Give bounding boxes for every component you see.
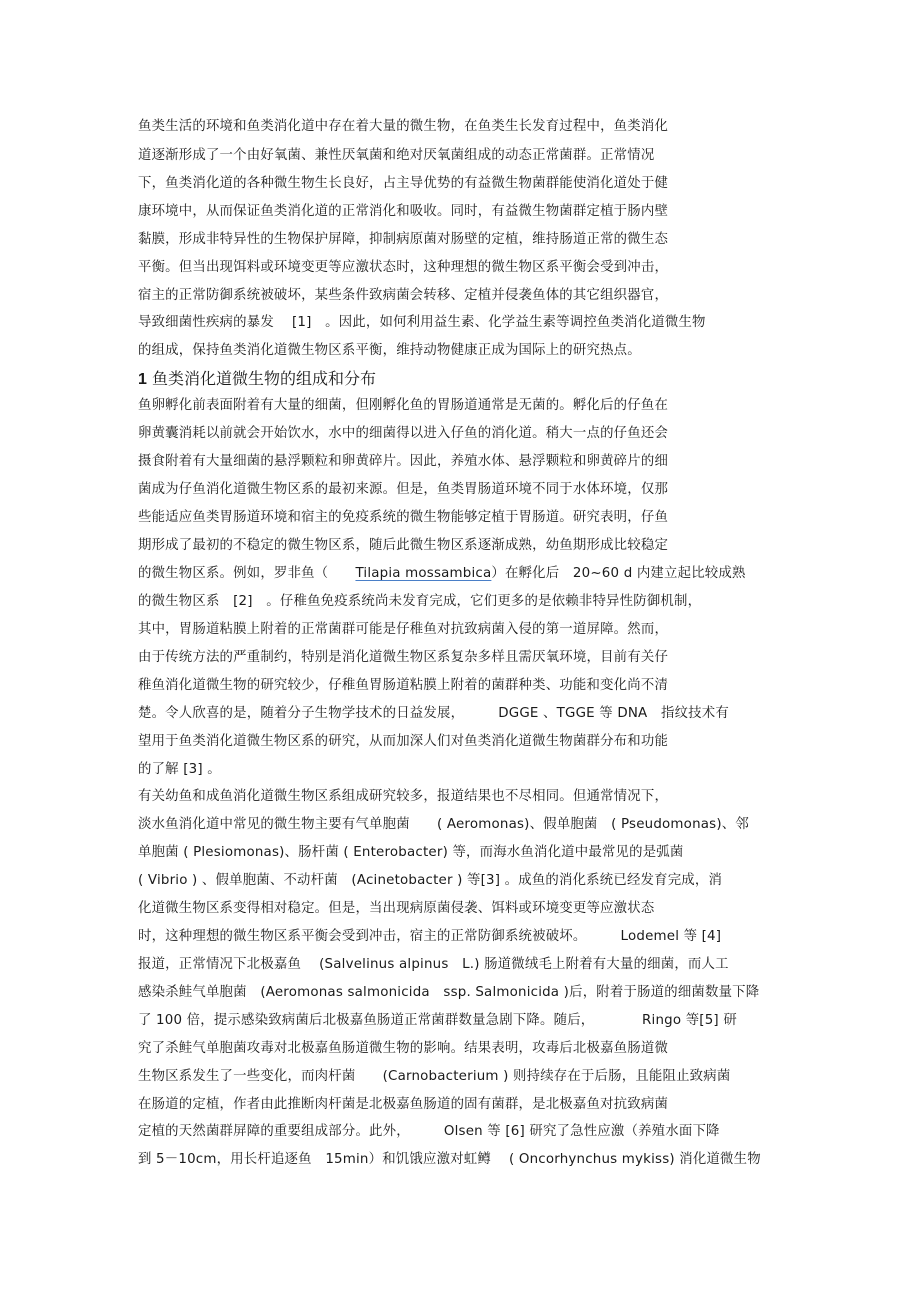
paragraph1-line: 平衡。但当出现饵料或环境变更等应激状态时，这种理想的微生物区系平衡会受到冲击， [138, 260, 669, 275]
text-after-link: ）在孵化后 20~60 d 内建立起比较成熟 [491, 566, 746, 581]
section-title: 鱼类消化道微生物的组成和分布 [152, 369, 377, 388]
paragraph2-line: 摄食附着有大量细菌的悬浮颗粒和卵黄碎片。因此，养殖水体、悬浮颗粒和卵黄碎片的细 [138, 454, 669, 469]
paragraph2-line: 稚鱼消化道微生物的研究较少，仔稚鱼胃肠道粘膜上附着的菌群种类、功能和变化尚不清 [138, 678, 669, 693]
paragraph2-line: 鱼卵孵化前表面附着有大量的细菌，但刚孵化鱼的胃肠道通常是无菌的。孵化后的仔鱼在 [138, 398, 669, 413]
paragraph3-line: 定植的天然菌群屏障的重要组成部分。此外， Olsen 等 [6] 研究了急性应激（养殖水面下降 [138, 1124, 720, 1139]
paragraph3-line: 了 100 倍，提示感染致病菌后北极嘉鱼肠道正常菌群数量急剧下降。随后， Ringo 等[5] 研 [138, 1013, 737, 1028]
paragraph3-line: 究了杀鲑气单胞菌攻毒对北极嘉鱼肠道微生物的影响。结果表明，攻毒后北极嘉鱼肠道微 [138, 1041, 669, 1056]
paragraph3-line: 在肠道的定植，作者由此推断肉杆菌是北极嘉鱼肠道的固有菌群，是北极嘉鱼对抗致病菌 [138, 1097, 669, 1112]
paragraph3-line: 有关幼鱼和成鱼消化道微生物区系组成研究较多，报道结果也不尽相同。但通常情况下， [138, 789, 669, 804]
paragraph3-line: 报道，正常情况下北极嘉鱼 (Salvelinus alpinus L.) 肠道微绒毛上附着有大量的细菌，而人工 [138, 957, 729, 972]
paragraph2-line: 的了解 [3] 。 [138, 762, 221, 777]
paragraph1-line: 的组成，保持鱼类消化道微生物区系平衡，维持动物健康正成为国际上的研究热点。 [138, 343, 641, 358]
paragraph1-line: 宿主的正常防御系统被破坏，某些条件致病菌会转移、定植并侵袭鱼体的其它组织器官， [138, 288, 669, 303]
paragraph1-line: 鱼类生活的环境和鱼类消化道中存在着大量的微生物，在鱼类生长发育过程中，鱼类消化 [138, 119, 669, 134]
paragraph2-line: 由于传统方法的严重制约，特别是消化道微生物区系复杂多样且需厌氧环境，目前有关仔 [138, 650, 669, 665]
paragraph3-line: 淡水鱼消化道中常见的微生物主要有气单胞菌 ( Aeromonas)、假单胞菌 ( Pseudomonas)、邻 [138, 817, 749, 832]
paragraph1-line: 康环境中，从而保证鱼类消化道的正常消化和吸收。同时，有益微生物菌群定植于肠内壁 [138, 204, 669, 219]
paragraph1-line: 下，鱼类消化道的各种微生物生长良好，占主导优势的有益微生物菌群能使消化道处于健 [138, 176, 669, 191]
paragraph3-line: ( Vibrio ) 、假单胞菌、不动杆菌 (Acinetobacter ) 等[3] 。成鱼的消化系统已经发育完成，消 [138, 873, 723, 888]
section-heading [138, 368, 376, 391]
paragraph3-line: 到 5－10cm，用长杆追逐鱼 15min）和饥饿应激对虹鳟 ( Oncorhynchus mykiss) 消化道微生物 [138, 1152, 761, 1167]
section-number: 1 [138, 371, 147, 388]
paragraph2-line: 卵黄囊消耗以前就会开始饮水，水中的细菌得以进入仔鱼的消化道。稍大一点的仔鱼还会 [138, 426, 669, 441]
paragraph1-line: 黏膜，形成非特异性的生物保护屏障，抑制病原菌对肠壁的定植，维持肠道正常的微生态 [138, 232, 669, 247]
paragraph1-line: 导致细菌性疾病的暴发 [1] 。因此，如何利用益生素、化学益生素等调控鱼类消化道微生物 [138, 315, 706, 330]
paragraph1-line: 道逐渐形成了一个由好氧菌、兼性厌氧菌和绝对厌氧菌组成的动态正常菌群。正常情况 [138, 148, 655, 163]
paragraph3-line: 生物区系发生了一些变化，而肉杆菌 (Carnobacterium ) 则持续存在于后肠，且能阻止致病菌 [138, 1069, 731, 1084]
paragraph2-line: 楚。令人欣喜的是，随着分子生物学技术的日益发展， DGGE 、TGGE 等 DNA 指纹技术有 [138, 706, 729, 721]
paragraph2-line: 期形成了最初的不稳定的微生物区系，随后此微生物区系逐渐成熟，幼鱼期形成比较稳定 [138, 538, 669, 553]
paragraph2-line: 的微生物区系 [2] 。仔稚鱼免疫系统尚未发育完成，它们更多的是依赖非特异性防御机制， [138, 594, 702, 609]
paragraph2-line: 些能适应鱼类胃肠道环境和宿主的免疫系统的微生物能够定植于胃肠道。研究表明，仔鱼 [138, 510, 669, 525]
paragraph3-line: 时，这种理想的微生物区系平衡会受到冲击，宿主的正常防御系统被破坏。 Lodemel 等 [4] [138, 929, 722, 944]
paragraph2-line-with-link [138, 564, 746, 584]
paragraph3-line: 感染杀鲑气单胞菌 (Aeromonas salmonicida ssp. Salmonicida )后，附着于肠道的细菌数量下降 [138, 985, 760, 1000]
paragraph3-line: 化道微生物区系变得相对稳定。但是，当出现病原菌侵袭、饵料或环境变更等应激状态 [138, 901, 655, 916]
paragraph3-line: 单胞菌 ( Plesiomonas)、肠杆菌 ( Enterobacter) 等，而海水鱼消化道中最常见的是弧菌 [138, 845, 684, 860]
paragraph2-line: 其中，胃肠道粘膜上附着的正常菌群可能是仔稚鱼对抗致病菌入侵的第一道屏障。然而， [138, 622, 669, 637]
species-link[interactable]: Tilapia mossambica [355, 566, 492, 581]
paragraph2-line: 望用于鱼类消化道微生物区系的研究，从而加深人们对鱼类消化道微生物菌群分布和功能 [138, 734, 669, 749]
paragraph2-line: 菌成为仔鱼消化道微生物区系的最初来源。但是，鱼类胃肠道环境不同于水体环境，仅那 [138, 482, 669, 497]
text-before-link: 的微生物区系。例如，罗非鱼（ [138, 566, 356, 581]
